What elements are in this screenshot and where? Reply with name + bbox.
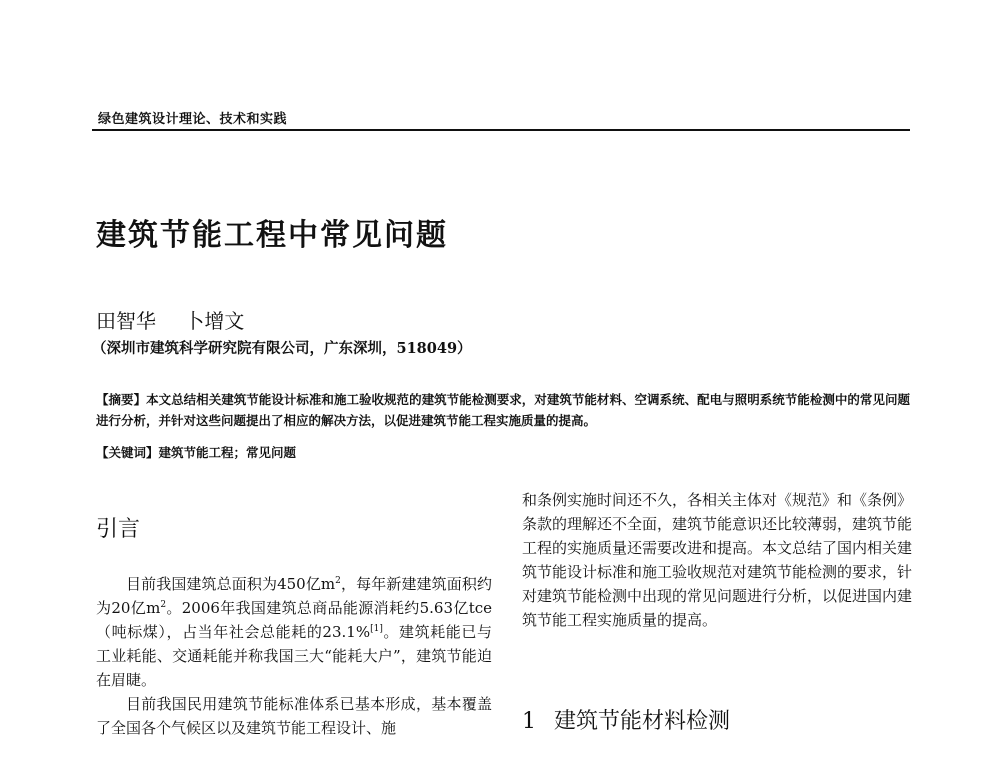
author-name: 田智华 [96,309,156,333]
superscript: 2 [160,600,167,610]
section-title: 建筑节能材料检测 [554,709,731,734]
abstract: 【摘要】本文总结相关建筑节能设计标准和施工验收规范的建筑节能检测要求，对建筑节能材料、空调系统、配电与照明系统节能检测中的常见问题进行分析，并针对这些问题提出了相应的解决方法，以促进建筑节能工程实施质量的提高。 [96,392,910,428]
affiliation: （深圳市建筑科学研究院有限公司，广东深圳，518049） [92,340,472,357]
intro-paragraph-2: 目前我国民用建筑节能标准体系已基本形成，基本覆盖了全国各个气候区以及建筑节能工程设计、施 [96,695,492,737]
section-number: 1 [522,709,536,734]
section-heading-1 [522,704,730,735]
left-column [96,572,492,740]
author-name: 卜增文 [184,309,245,333]
keywords: 【关键词】建筑节能工程；常见问题 [96,445,297,460]
section-heading-intro: 引言 [96,517,141,542]
paper-title: 建筑节能工程中常见问题 [96,218,448,253]
text-run: 。建筑耗能已与工业耗能、交通耗能并称我国三大“能耗大户”，建筑节能迫在眉睫。 [96,623,492,689]
author-list [96,305,244,334]
text-run: 。2006年我国建筑总商品能源消耗约5.63亿tce（吨标煤），占当年社会总能耗的23.1% [96,599,492,641]
header-rule [92,129,910,131]
running-head: 绿色建筑设计理论、技术和实践 [98,112,288,127]
superscript: 2 [335,576,341,586]
text-run: 目前我国建筑总面积为450亿m [126,575,336,593]
right-column [522,488,912,632]
intro-paragraph-1 [96,572,492,692]
body-paragraph: 和条例实施时间还不久，各相关主体对《规范》和《条例》条款的理解还不全面，建筑节能意识还比较薄弱，建筑节能工程的实施质量还需要改进和提高。本文总结了国内相关建筑节能设计标准和施工验收规范对建筑节能检测的要求，针对建筑节能检测中出现的常见问题进行分析，以促进国内建筑节能工程实施质量的提高。 [522,491,913,629]
citation: [1] [370,624,383,634]
text-run: ，每年新建建筑面积约为20亿m [96,575,492,617]
